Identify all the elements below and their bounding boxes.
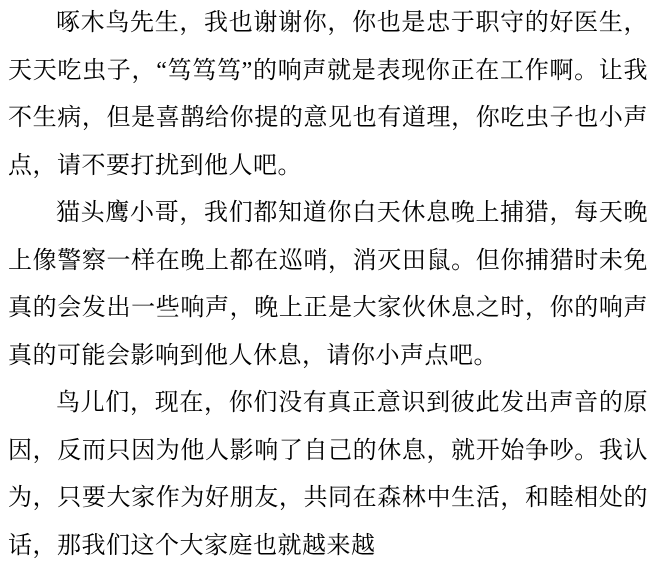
paragraph-woodpecker: 啄木鸟先生，我也谢谢你，你也是忠于职守的好医生，天天吃虫子，“笃笃笃”的响声就是表现你正在工作啊。让我不生病，但是喜鹊给你提的意见也有道理，你吃虫子也小声点，请不要打扰到他人吧。 <box>8 10 648 179</box>
paragraph-owl: 猫头鹰小哥，我们都知道你白天休息晚上捕猎，每天晚上像警察一样在晚上都在巡哨，消灭田鼠。但你捕猎时未免真的会发出一些响声，晚上正是大家伙休息之时，你的响声真的可能会影响到他人休息，请你小声点吧。 <box>8 200 648 369</box>
paragraph-conclusion: 鸟儿们，现在，你们没有真正意识到彼此发出声音的原因，反而只因为他人影响了自己的休息，就开始争吵。我认为，只要大家作为好朋友，共同在森林中生活，和睦相处的话，那我们这个大家庭也就越来越 <box>8 390 648 559</box>
